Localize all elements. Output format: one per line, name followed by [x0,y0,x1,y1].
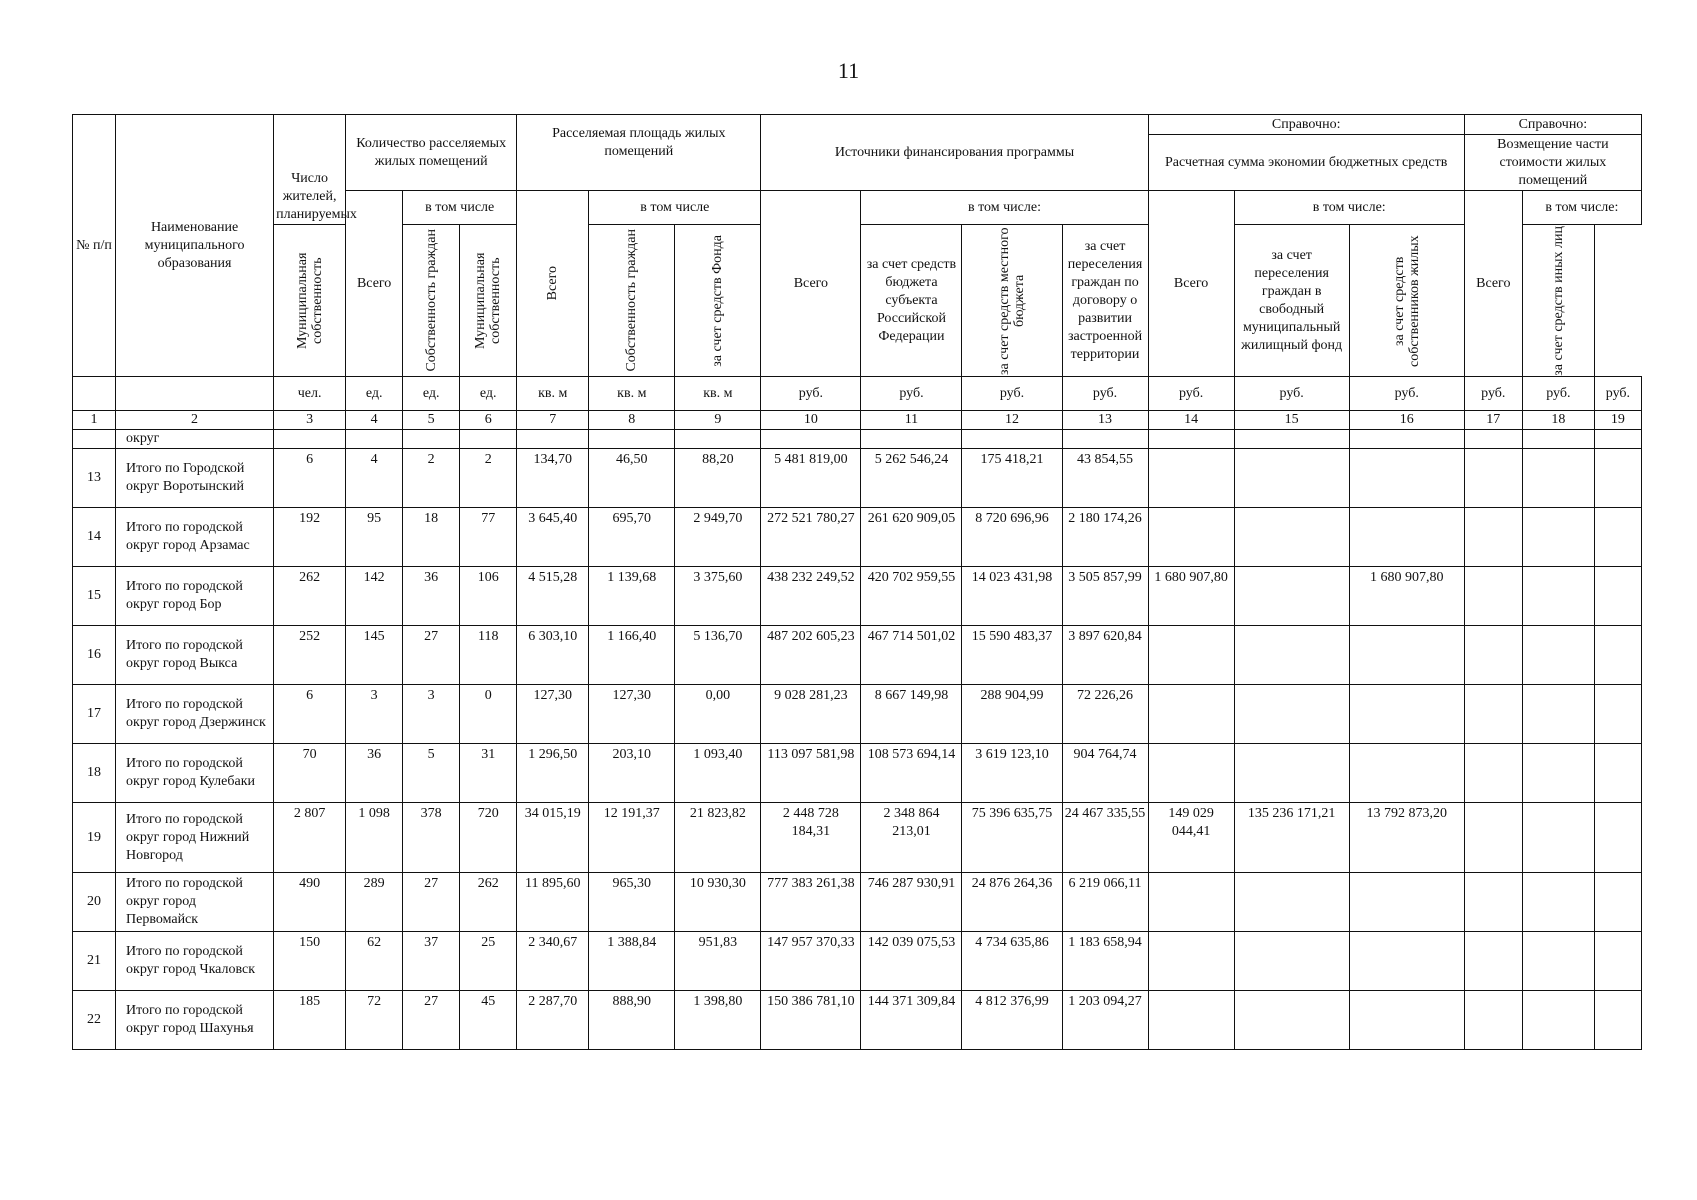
cell-residents: 185 [274,991,346,1050]
unit-cell: руб. [1062,377,1148,411]
cell-ref2-owners [1522,449,1594,508]
cell-ref2-owners [1522,803,1594,873]
cell-rooms-mun: 2 [403,449,460,508]
header-rooms-own [403,225,460,377]
cell-ref2-total [1464,626,1522,685]
cell-rooms-own: 118 [460,626,517,685]
cell-ref2-total [1464,685,1522,744]
header-ref1-incl: в том числе: [1234,191,1464,225]
header-ref2-incl: в том числе: [1522,191,1641,225]
cell-ref1-dev [1234,991,1349,1050]
cell-ref1-free [1349,744,1464,803]
cell-fin-fund: 142 039 075,53 [861,932,962,991]
cell-area-total: 127,30 [517,685,589,744]
cell-fin-subject: 14 023 431,98 [962,567,1062,626]
cell-ref1-dev [1234,626,1349,685]
cell-ref2-total [1464,744,1522,803]
area-own-text: Собственность граждан [624,229,640,372]
cell-area-total: 2 287,70 [517,991,589,1050]
column-number: 11 [861,411,962,430]
cell-fin-fund: 261 620 909,05 [861,508,962,567]
units-row [73,377,1642,411]
unit-cell: руб. [1349,377,1464,411]
cell-area-own: 0,00 [675,685,761,744]
cell-fin-total: 9 028 281,23 [761,685,861,744]
cell-ref1-free [1349,932,1464,991]
cell-area-total: 34 015,19 [517,803,589,873]
header-ref1-group: Расчетная сумма экономии бюджетных средств [1148,135,1464,191]
cell-ref1-free [1349,685,1464,744]
cell-residents: 490 [274,873,346,932]
cell-ref2-total [1464,932,1522,991]
cell-fin-local: 904 764,74 [1062,744,1148,803]
column-number: 16 [1349,411,1464,430]
column-number: 9 [675,411,761,430]
unit-cell: руб. [1594,377,1641,411]
cell-ref2-other [1594,508,1641,567]
cell-residents: 6 [274,685,346,744]
unit-cell: руб. [861,377,962,411]
cell-fin-fund: 144 371 309,84 [861,991,962,1050]
cell-fin-total: 5 481 819,00 [761,449,861,508]
table-row [73,567,1642,626]
table-row [73,932,1642,991]
header-area-own [589,225,675,377]
table-row [73,626,1642,685]
column-number: 12 [962,411,1062,430]
cell-name: Итого по городской округ город Шахунья [116,991,274,1050]
cell-name: Итого по городской округ город Дзержинск [116,685,274,744]
cell-ref2-total [1464,803,1522,873]
unit-cell: чел. [274,377,346,411]
cell-fin-fund: 2 348 864 213,01 [861,803,962,873]
header-fin-total: Всего [761,191,861,377]
cell-ref2-owners [1522,567,1594,626]
table-row [73,508,1642,567]
cell-ref2-total [1464,567,1522,626]
column-number: 19 [1594,411,1641,430]
cell-ref1-dev [1234,449,1349,508]
cell-ref1-total [1148,873,1234,932]
cell-residents: 70 [274,744,346,803]
unit-cell-empty [73,377,116,411]
cell-ref1-dev [1234,567,1349,626]
header-area-incl: в том числе [589,191,761,225]
cell-ref1-total [1148,508,1234,567]
cell-num: 19 [73,803,116,873]
header-num: № п/п [73,115,116,377]
header-rooms-group: Количество расселяемых жилых помещений [346,115,517,191]
cell-rooms-total: 95 [346,508,403,567]
cell-ref1-total [1148,685,1234,744]
cell-fin-total: 487 202 605,23 [761,626,861,685]
cell-num: 15 [73,567,116,626]
cell-rooms-mun: 18 [403,508,460,567]
cell-rooms-mun: 378 [403,803,460,873]
header-area-total [517,191,589,377]
cell-rooms-own: 2 [460,449,517,508]
cell-fin-local: 2 180 174,26 [1062,508,1148,567]
cell-fin-fund: 8 667 149,98 [861,685,962,744]
cell-ref1-free [1349,991,1464,1050]
cell-rooms-mun: 27 [403,991,460,1050]
column-number: 18 [1522,411,1594,430]
cell-area-mun: 888,90 [589,991,675,1050]
cell-ref2-total [1464,508,1522,567]
cell-ref2-other [1594,449,1641,508]
header-fin-local [962,225,1062,377]
cell-fin-subject: 24 876 264,36 [962,873,1062,932]
cell-ref2-total [1464,991,1522,1050]
cell-rooms-own: 262 [460,873,517,932]
cell-fin-fund: 5 262 546,24 [861,449,962,508]
cell-ref2-owners [1522,508,1594,567]
cell-fin-local: 1 203 094,27 [1062,991,1148,1050]
cell-fin-subject: 3 619 123,10 [962,744,1062,803]
header-ref2-title: Справочно: [1464,115,1641,135]
cell-num: 18 [73,744,116,803]
cell-fin-subject: 8 720 696,96 [962,508,1062,567]
cell-name: Итого по городской округ город Первомайск [116,873,274,932]
cell-ref1-total [1148,991,1234,1050]
cell [73,430,116,449]
cell-area-mun: 695,70 [589,508,675,567]
cell-area-own: 21 823,82 [675,803,761,873]
cell-rooms-total: 289 [346,873,403,932]
cell-ref2-other [1594,626,1641,685]
table-row [73,873,1642,932]
unit-cell: руб. [1522,377,1594,411]
cell-rooms-total: 62 [346,932,403,991]
header-ref2-total: Всего [1464,191,1522,377]
cell-ref2-other [1594,873,1641,932]
unit-cell: руб. [1234,377,1349,411]
cell-rooms-total: 4 [346,449,403,508]
cell-fin-local: 3 505 857,99 [1062,567,1148,626]
cell-ref2-owners [1522,626,1594,685]
column-number: 5 [403,411,460,430]
cell-rooms-mun: 3 [403,685,460,744]
cell-ref1-dev [1234,685,1349,744]
cell-area-own: 88,20 [675,449,761,508]
cell-fin-local: 1 183 658,94 [1062,932,1148,991]
cell-fin-local: 6 219 066,11 [1062,873,1148,932]
cell-rooms-own: 25 [460,932,517,991]
cell-num: 17 [73,685,116,744]
column-numbers-row [73,411,1642,430]
cell-fin-total: 777 383 261,38 [761,873,861,932]
cell-rooms-own: 106 [460,567,517,626]
unit-cell: кв. м [589,377,675,411]
cell-rooms-total: 36 [346,744,403,803]
cell-area-mun: 1 139,68 [589,567,675,626]
cell-rooms-own: 720 [460,803,517,873]
cell-fin-total: 438 232 249,52 [761,567,861,626]
unit-cell: руб. [1148,377,1234,411]
header-ref2-owners [1349,225,1464,377]
cell-residents: 262 [274,567,346,626]
cell-fin-local: 3 897 620,84 [1062,626,1148,685]
header-ref2-group: Возмещение части стоимости жилых помещений [1464,135,1641,191]
cell-area-own: 1 093,40 [675,744,761,803]
table-row [73,803,1642,873]
column-number: 2 [116,411,274,430]
cell-residents: 2 807 [274,803,346,873]
cell-ref2-other [1594,744,1641,803]
cell-ref2-owners [1522,991,1594,1050]
cell-name: Итого по городской округ город Нижний Новгород [116,803,274,873]
header-ref2-other [1522,225,1594,377]
cell-rooms-own: 0 [460,685,517,744]
column-number: 10 [761,411,861,430]
column-number: 7 [517,411,589,430]
column-number: 1 [73,411,116,430]
header-fin-fund [675,225,761,377]
header-name: Наименование муниципального образования [116,115,274,377]
table-body [73,430,1642,1050]
cell-name: Итого по городской округ город Арзамас [116,508,274,567]
cell-ref1-total [1148,744,1234,803]
cell-num: 14 [73,508,116,567]
header-ref1-title: Справочно: [1148,115,1464,135]
header-area-group: Расселяемая площадь жилых помещений [517,115,761,191]
cell-num: 21 [73,932,116,991]
cell-rooms-own: 45 [460,991,517,1050]
cell-rooms-mun: 27 [403,873,460,932]
cell-num: 16 [73,626,116,685]
cell-name: Итого по Городской округ Воротынский [116,449,274,508]
cell-residents: 192 [274,508,346,567]
column-number: 8 [589,411,675,430]
cell-fin-fund: 467 714 501,02 [861,626,962,685]
cell-num: 22 [73,991,116,1050]
cell-ref1-dev [1234,873,1349,932]
cell-ref2-total [1464,873,1522,932]
cell-ref2-other [1594,685,1641,744]
cell-area-own: 2 949,70 [675,508,761,567]
header-rooms-mun [274,225,346,377]
unit-cell: ед. [460,377,517,411]
cell-residents: 6 [274,449,346,508]
cell-area-own: 5 136,70 [675,626,761,685]
cell-rooms-mun: 27 [403,626,460,685]
cell-fin-total: 113 097 581,98 [761,744,861,803]
cell-ref2-other [1594,991,1641,1050]
cell-rooms-own: 77 [460,508,517,567]
table-row [73,449,1642,508]
page-number: 11 [837,58,860,83]
cell-rooms-total: 72 [346,991,403,1050]
column-number: 14 [1148,411,1234,430]
rooms-own-text: Собственность граждан [423,229,439,372]
cell-area-mun: 12 191,37 [589,803,675,873]
header-fin-subject: за счет средств бюджета субъекта Российской Федерации [861,225,962,377]
cell-area-total: 6 303,10 [517,626,589,685]
cell-fin-subject: 75 396 635,75 [962,803,1062,873]
cell-ref2-other [1594,567,1641,626]
cell-area-total: 3 645,40 [517,508,589,567]
cell-area-mun: 127,30 [589,685,675,744]
table-row [73,685,1642,744]
cell-fin-subject: 175 418,21 [962,449,1062,508]
cell-fin-fund: 108 573 694,14 [861,744,962,803]
cell-num: 13 [73,449,116,508]
cell-rooms-total: 145 [346,626,403,685]
unit-cell: ед. [346,377,403,411]
header-rooms-incl: в том числе [403,191,517,225]
cell-fin-local: 43 854,55 [1062,449,1148,508]
cell-fin-subject: 288 904,99 [962,685,1062,744]
cell-fin-local: 72 226,26 [1062,685,1148,744]
column-number: 17 [1464,411,1522,430]
ref2-other-text: за счет средств иных лиц [1550,225,1566,376]
continuation-label: округ [116,430,274,449]
table-row [73,744,1642,803]
area-total-text: Всего [545,266,561,301]
unit-cell: руб. [962,377,1062,411]
unit-cell-empty [116,377,274,411]
cell-ref1-free [1349,626,1464,685]
fin-local-text: за счет средств местного бюджета [996,226,1027,375]
header-ref1-dev: за счет переселения граждан по договору о развитии застроенной территории [1062,225,1148,377]
area-mun-text: Муниципальная собственность [473,252,504,349]
header-ref1-free: за счет переселения граждан в свободный муниципальный жилищный фонд [1234,225,1349,377]
cell-ref2-owners [1522,873,1594,932]
cell-ref1-dev: 135 236 171,21 [1234,803,1349,873]
table-row [73,991,1642,1050]
cell-fin-subject: 15 590 483,37 [962,626,1062,685]
cell-fin-total: 147 957 370,33 [761,932,861,991]
cell-rooms-mun: 37 [403,932,460,991]
cell-rooms-total: 142 [346,567,403,626]
cell-fin-local: 24 467 335,55 [1062,803,1148,873]
cell-area-mun: 1 166,40 [589,626,675,685]
cell-ref1-total [1148,932,1234,991]
cell-rooms-mun: 5 [403,744,460,803]
unit-cell: руб. [1464,377,1522,411]
cell-area-total: 134,70 [517,449,589,508]
cell-area-own: 10 930,30 [675,873,761,932]
header-residents: Число жителей, планируемых [274,115,346,225]
header-area-mun [460,225,517,377]
cell-area-total: 11 895,60 [517,873,589,932]
column-number: 4 [346,411,403,430]
cell-rooms-own: 31 [460,744,517,803]
column-number: 13 [1062,411,1148,430]
cell-fin-total: 2 448 728 184,31 [761,803,861,873]
cell-ref1-free [1349,449,1464,508]
fin-fund-text: за счет средств Фонда [710,234,726,367]
cell-ref1-free: 1 680 907,80 [1349,567,1464,626]
cell-ref1-total [1148,626,1234,685]
cell-area-own: 3 375,60 [675,567,761,626]
cell-ref2-other [1594,803,1641,873]
ref2-owners-text: за счет средств собственников жилых [1391,234,1422,367]
cell-ref1-dev [1234,932,1349,991]
column-number: 6 [460,411,517,430]
cell-num: 20 [73,873,116,932]
cell-fin-total: 272 521 780,27 [761,508,861,567]
cell-name: Итого по городской округ город Кулебаки [116,744,274,803]
cell-fin-fund: 746 287 930,91 [861,873,962,932]
cell-ref1-total [1148,449,1234,508]
cell-rooms-mun: 36 [403,567,460,626]
cell-ref2-owners [1522,744,1594,803]
unit-cell: кв. м [517,377,589,411]
cell-fin-fund: 420 702 959,55 [861,567,962,626]
cell-area-total: 4 515,28 [517,567,589,626]
cell-area-mun: 46,50 [589,449,675,508]
cell-ref2-total [1464,449,1522,508]
unit-cell: кв. м [675,377,761,411]
continuation-row [73,430,1642,449]
cell-name: Итого по городской округ город Бор [116,567,274,626]
cell-ref1-free [1349,873,1464,932]
cell-area-mun: 965,30 [589,873,675,932]
unit-cell: руб. [761,377,861,411]
cell-area-mun: 203,10 [589,744,675,803]
cell-residents: 252 [274,626,346,685]
cell-ref1-total: 149 029 044,41 [1148,803,1234,873]
cell-fin-subject: 4 734 635,86 [962,932,1062,991]
header-rooms-total: Всего [346,191,403,377]
cell-name: Итого по городской округ город Чкаловск [116,932,274,991]
column-number: 3 [274,411,346,430]
unit-cell: ед. [403,377,460,411]
cell-ref1-dev [1234,744,1349,803]
cell-ref1-total: 1 680 907,80 [1148,567,1234,626]
cell-ref2-owners [1522,932,1594,991]
header-ref1-total: Всего [1148,191,1234,377]
cell-ref2-owners [1522,685,1594,744]
resettlement-table [72,114,1642,1050]
column-number: 15 [1234,411,1349,430]
rooms-mun-text: Муниципальная собственность [294,252,325,349]
cell-area-own: 951,83 [675,932,761,991]
cell-rooms-total: 1 098 [346,803,403,873]
cell-name: Итого по городской округ город Выкса [116,626,274,685]
cell-rooms-total: 3 [346,685,403,744]
cell-ref1-free [1349,508,1464,567]
cell-ref2-other [1594,932,1641,991]
cell-area-mun: 1 388,84 [589,932,675,991]
header-finance-group: Источники финансирования программы [761,115,1148,191]
cell-area-total: 1 296,50 [517,744,589,803]
cell-area-total: 2 340,67 [517,932,589,991]
cell-ref1-free: 13 792 873,20 [1349,803,1464,873]
cell-fin-subject: 4 812 376,99 [962,991,1062,1050]
header-fin-incl: в том числе: [861,191,1148,225]
cell-residents: 150 [274,932,346,991]
cell-area-own: 1 398,80 [675,991,761,1050]
cell-ref1-dev [1234,508,1349,567]
cell-fin-total: 150 386 781,10 [761,991,861,1050]
